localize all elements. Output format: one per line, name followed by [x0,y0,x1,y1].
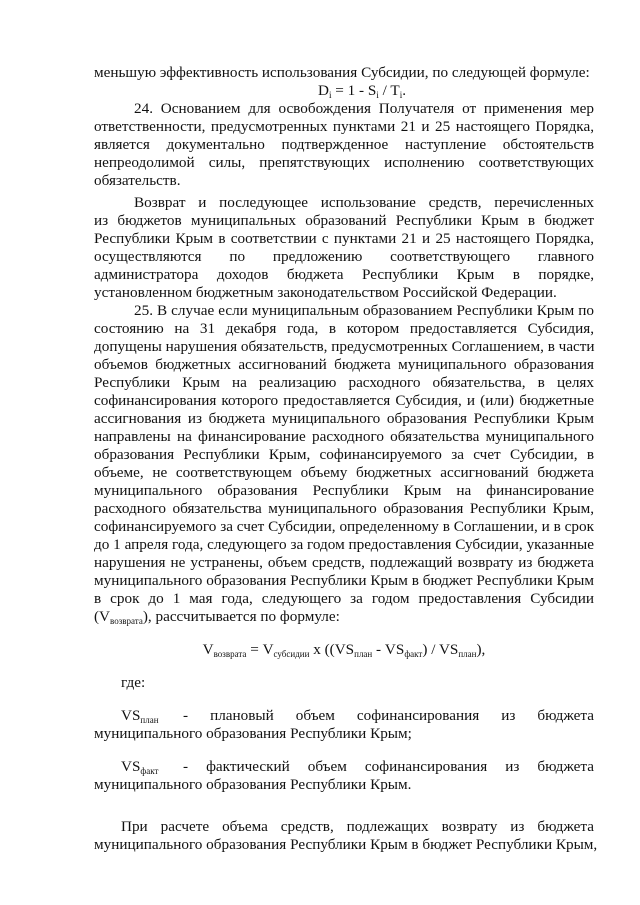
formula-part: ), [476,641,486,658]
formula-sub: план [354,649,373,659]
text-line: ответственности, предусмотренных пунктами 21 и 25 настоящего Порядка, [94,118,594,135]
text-line: 25. В случае если муниципальным образованием Республики Крым по [134,302,594,319]
text-line: муниципального образования Республики Крым; [94,725,412,742]
text-line: в срок до 1 мая года, следующего за годом предоставления Субсидии [94,590,594,607]
formula-d [318,81,518,100]
text-line: объемов бюджетных ассигнований бюджета муниципального образования [94,356,594,373]
text-line: из бюджетов муниципальных образований Республики Крым в бюджет [94,212,594,229]
formula-sub: субсидии [273,649,310,659]
text-line: обязательств. [94,172,181,189]
text-line: При расчете объема средств, подлежащих возврату из бюджета [121,818,594,835]
text-line: муниципального образования Республики Крым в бюджет Республики Крым, [94,836,598,853]
text-line: до 1 апреля года, следующего за годом предоставления Субсидии, указанные [94,536,594,553]
text-line [94,607,594,626]
formula-part: / T [378,82,400,99]
def-symbol [121,706,181,725]
formula-part: ) / VS [422,641,459,658]
text-line: муниципального образования Республики Крым. [94,776,412,793]
text-line: нарушения не устранены, объем средств, подлежащий возврату из бюджета [94,554,594,571]
text-line: допущены нарушения обязательств, предусмотренных Соглашением, в части [94,338,595,355]
formula-sub: i [328,90,332,100]
formula-sub: возврата [213,649,247,659]
formula-part: = 1 - S [331,82,377,99]
text-line: установленном бюджетным законодательством Российской Федерации. [94,284,557,301]
text-line: Республики Крым на реализацию расходного обязательства, в целях [94,374,594,391]
def-symbol [121,757,181,776]
text-line: непреодолимой силы, препятствующих исполнению соответствующих [94,154,594,171]
text-line: софинансируемого за счет Субсидии, определенному в Соглашении, и в срок [94,518,594,535]
formula-part: D [318,82,329,99]
text-sub: факт [140,766,159,776]
text-line: - плановый объем софинансирования из бюджета [183,707,594,724]
formula-part: - VS [372,641,405,658]
formula-main [94,640,594,659]
formula-part: V [202,641,214,658]
text-line: осуществляются по предложению соответствующего главного [94,248,594,265]
text-line: - фактический объем софинансирования из бюджета [183,758,594,775]
text-line: администратора доходов бюджета Республики Крым в порядке, [94,266,594,283]
text-sub: план [140,715,159,725]
text-line: муниципального образования Республики Крым на финансирование [94,482,594,499]
text-line: Возврат и последующее использование средств, перечисленных [134,194,594,211]
text-part: VS [121,707,141,724]
text-line: меньшую эффективность использования Субсидии, по следующей формуле: [94,64,590,81]
formula-part: . [402,82,406,99]
text-part: ), рассчитывается по формуле: [142,608,340,625]
text-line: где: [121,674,146,691]
text-line: 24. Основанием для освобождения Получателя от применения мер [134,100,594,117]
text-line: муниципального образования Республики Крым в бюджет Республики Крым [94,572,594,589]
formula-part: = V [246,641,274,658]
text-line: является документально подтвержденное наступление обстоятельств [94,136,594,153]
formula-sub: i [399,90,403,100]
formula-sub: план [458,649,477,659]
formula-part: x ((VS [309,641,355,658]
text-part: (V [94,608,111,625]
text-line: расходного обязательства муниципального образования Республики Крым, [94,500,594,517]
text-part: VS [121,758,141,775]
text-sub: возврата [110,616,143,626]
text-line: образования Республики Крым, софинансируемого за счет Субсидии, в [94,446,594,463]
text-line: софинансирования которого предоставляется Субсидия, и (или) бюджетные [94,392,594,409]
text-line: направлены на финансирование расходного обязательства муниципального [94,428,594,445]
text-line: объеме, не соответствующем объему бюджетных ассигнований бюджета [94,464,594,481]
formula-sub: i [376,90,379,100]
text-line: Республики Крым в соответствии с пунктами 21 и 25 настоящего Порядка, [94,230,594,247]
text-line: состоянию на 31 декабря года, в котором предоставляется Субсидия, [94,320,594,337]
formula-sub: факт [404,649,423,659]
text-line: ассигнования из бюджета муниципального образования Республики Крым [94,410,594,427]
